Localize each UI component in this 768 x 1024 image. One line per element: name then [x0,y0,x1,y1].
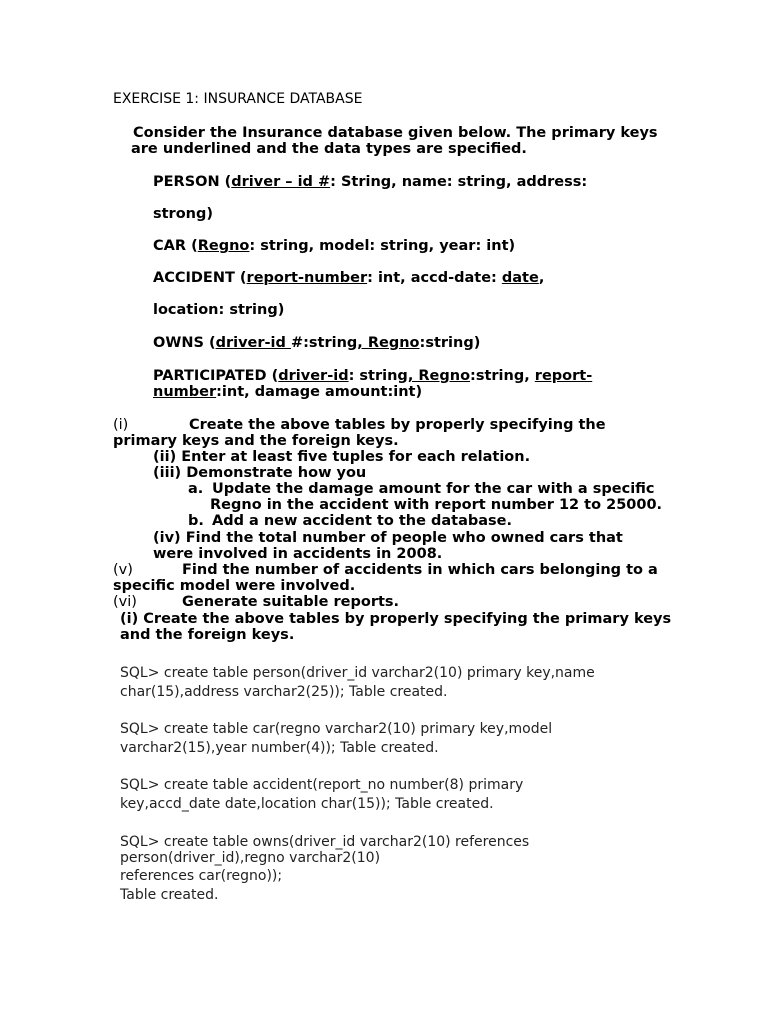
question-i-text: Create the above tables by properly specifying the [189,417,606,433]
question-a-text-2: Regno in the accident with report number 12 to 25000. [210,497,663,513]
question-v-number: (v) [113,562,133,578]
participated-attr-1: : string [348,368,408,384]
sql-person-1: SQL> create table person(driver_id varchar2(10) primary key,name [120,665,595,681]
sql-person-2: char(15),address varchar2(25)); Table created. [120,684,448,700]
sql-car-1: SQL> create table car(regno varchar2(10) primary key,model [120,721,553,737]
sql-owns-4: Table created. [120,887,219,903]
question-iv: (iv) Find the total number of people who owned cars that [153,530,623,546]
sql-accident-1: SQL> create table accident(report_no number(8) primary [120,777,524,793]
participated-key-report: report- [534,368,593,384]
question-a-text: Update the damage amount for the car with a specific [212,481,655,497]
accident-key-report-number: report-number [246,270,368,286]
owns-key-driver-id: driver-id [215,335,291,351]
schema-accident-cont: location: string) [153,302,285,318]
schema-person [153,174,587,191]
schema-person-cont: strong) [153,206,214,222]
sql-accident-2: key,accd_date date,location char(15)); Table created. [120,796,494,812]
answer-heading-2: and the foreign keys. [120,627,295,643]
question-a-number: a. [188,481,204,497]
accident-key-date: date [501,270,539,286]
owns-attr-1: #:string [290,335,358,351]
person-prefix: PERSON ( [153,174,232,190]
question-b-number: b. [188,513,204,529]
car-key-regno: Regno [197,238,250,254]
sql-car-2: varchar2(15),year number(4)); Table created. [120,740,439,756]
schema-car [153,238,515,255]
owns-prefix: OWNS ( [153,335,216,351]
question-i-number: (i) [113,417,129,433]
question-iii: (iii) Demonstrate how you [153,465,367,481]
person-attrs: : String, name: string, address: [330,174,588,190]
participated-attr-3: :int, damage amount:int) [216,384,423,400]
schema-owns [153,335,480,352]
intro-line-2: are underlined and the data types are specified. [131,141,527,157]
owns-attr-2: :string) [419,335,481,351]
participated-key-driver-id: driver-id [278,368,349,384]
question-vi-number: (vi) [113,594,137,610]
participated-key-number: number [153,384,217,400]
sql-owns-1: SQL> create table owns(driver_id varchar2(10) references [120,834,530,850]
schema-participated-cont [153,384,422,401]
schema-accident [153,270,544,287]
question-iv-2: were involved in accidents in 2008. [153,546,443,562]
exercise-title: EXERCISE 1: INSURANCE DATABASE [113,91,363,107]
intro-line-1: Consider the Insurance database given below. The primary keys [133,125,658,141]
car-attrs: : string, model: string, year: int) [249,238,516,254]
question-b-text: Add a new accident to the database. [212,513,513,529]
sql-owns-2: person(driver_id),regno varchar2(10) [120,850,381,866]
question-i-text-2: primary keys and the foreign keys. [113,433,399,449]
participated-attr-2: :string, [470,368,535,384]
answer-heading-1: (i) Create the above tables by properly specifying the primary keys [120,611,672,627]
sql-owns-3: references car(regno)); [120,868,283,884]
question-ii: (ii) Enter at least five tuples for each relation. [153,449,531,465]
participated-key-regno: , Regno [407,368,471,384]
owns-key-regno: , Regno [357,335,420,351]
accident-comma: , [538,270,545,286]
accident-prefix: ACCIDENT ( [153,270,247,286]
person-key-driver-id: driver – id # [231,174,331,190]
question-v-text-2: specific model were involved. [113,578,356,594]
accident-attrs: : int, accd-date: [367,270,502,286]
car-prefix: CAR ( [153,238,198,254]
schema-participated [153,368,592,385]
participated-prefix: PARTICIPATED ( [153,368,279,384]
question-v-text: Find the number of accidents in which cars belonging to a [182,562,658,578]
question-vi-text: Generate suitable reports. [182,594,400,610]
